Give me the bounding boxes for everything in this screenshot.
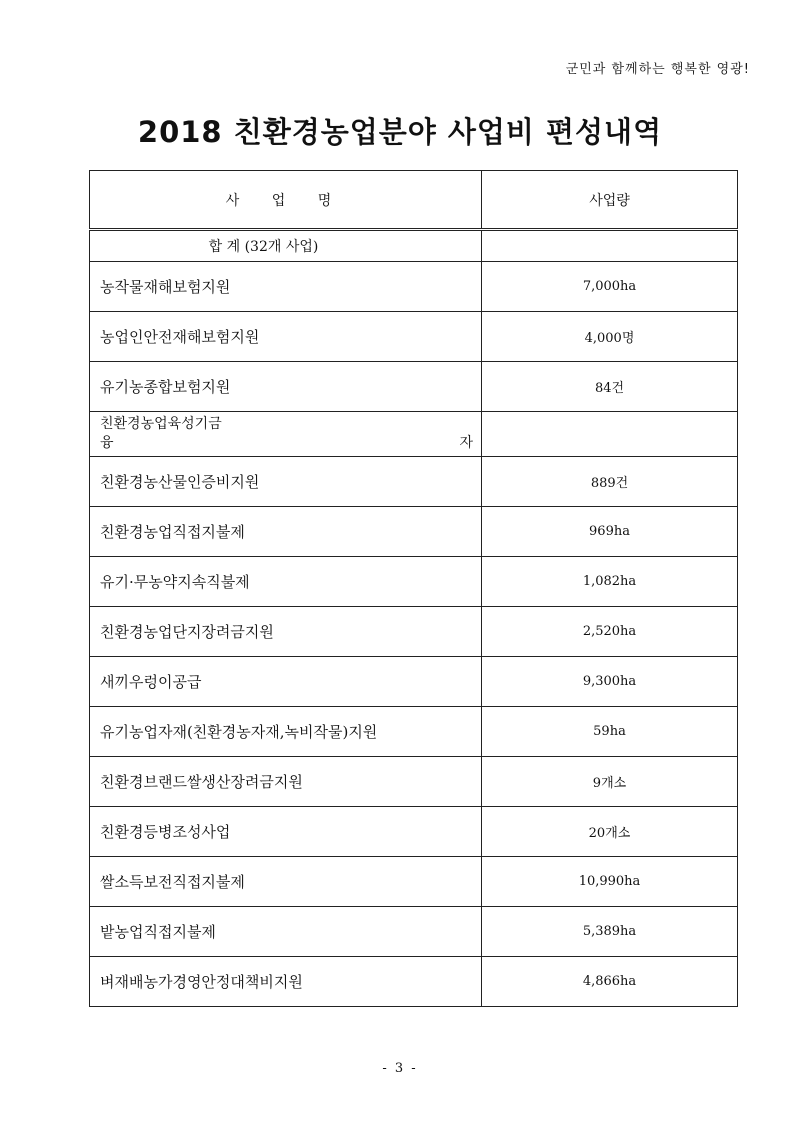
project-name: 유기농종합보험지원	[100, 378, 231, 396]
project-name: 친환경농업직접지불제	[100, 523, 245, 541]
project-name: 친환경농업단지장려금지원	[100, 623, 274, 641]
project-name: 유기농업자재(친환경농자재,녹비작물)지원	[100, 723, 378, 741]
table-row	[90, 507, 738, 557]
table-row	[90, 757, 738, 807]
project-amount: 5,389ha	[482, 907, 738, 957]
project-name: 친환경브랜드쌀생산장려금지원	[100, 773, 303, 791]
header-slogan: 군민과 함께하는 행복한 영광!	[565, 62, 750, 77]
total-row	[90, 230, 738, 262]
table-row	[90, 707, 738, 757]
table-row	[90, 457, 738, 507]
project-name: 유기·무농약지속직불제	[100, 573, 250, 591]
table-header-row	[90, 171, 738, 230]
project-amount: 20개소	[482, 807, 738, 857]
project-name: 벼재배농가경영안정대책비지원	[100, 973, 303, 991]
column-header-amount: 사업량	[482, 171, 738, 230]
table-row	[90, 957, 738, 1007]
project-amount: 84건	[482, 362, 738, 412]
column-header-project: 사 업 명	[90, 171, 482, 230]
page-title: 2018 친환경농업분야 사업비 편성내역	[137, 115, 663, 149]
project-amount: 10,990ha	[482, 857, 738, 907]
project-name: 밭농업직접지불제	[100, 923, 216, 941]
project-name-line2-end: 자	[459, 435, 473, 451]
table-row	[90, 412, 738, 457]
project-amount: 2,520ha	[482, 607, 738, 657]
project-name: 새끼우렁이공급	[100, 673, 202, 691]
project-name-line2-start: 융	[100, 435, 114, 451]
total-amount	[482, 230, 738, 262]
project-amount: 1,082ha	[482, 557, 738, 607]
table-row	[90, 262, 738, 312]
table-row	[90, 807, 738, 857]
total-label: 합 계 (32개 사업)	[90, 230, 482, 262]
table-row	[90, 657, 738, 707]
project-name: 친환경농산물인증비지원	[100, 473, 260, 491]
table-row	[90, 857, 738, 907]
project-amount: 4,000명	[482, 312, 738, 362]
table-row	[90, 312, 738, 362]
project-name: 친환경등병조성사업	[100, 823, 231, 841]
table-row	[90, 362, 738, 412]
project-name: 농작물재해보험지원	[100, 278, 231, 296]
project-amount	[482, 412, 738, 457]
project-name: 농업인안전재해보험지원	[100, 328, 260, 346]
project-amount: 9개소	[482, 757, 738, 807]
project-name: 쌀소득보전직접지불제	[100, 873, 245, 891]
page-number: - 3 -	[382, 1061, 418, 1076]
project-amount: 7,000ha	[482, 262, 738, 312]
table-row	[90, 907, 738, 957]
project-amount: 889건	[482, 457, 738, 507]
project-amount: 4,866ha	[482, 957, 738, 1007]
project-name: 친환경농업육성기금	[100, 416, 222, 432]
project-amount: 59ha	[482, 707, 738, 757]
budget-table	[89, 170, 738, 1007]
project-amount: 969ha	[482, 507, 738, 557]
table-row	[90, 607, 738, 657]
table-row	[90, 557, 738, 607]
project-amount: 9,300ha	[482, 657, 738, 707]
